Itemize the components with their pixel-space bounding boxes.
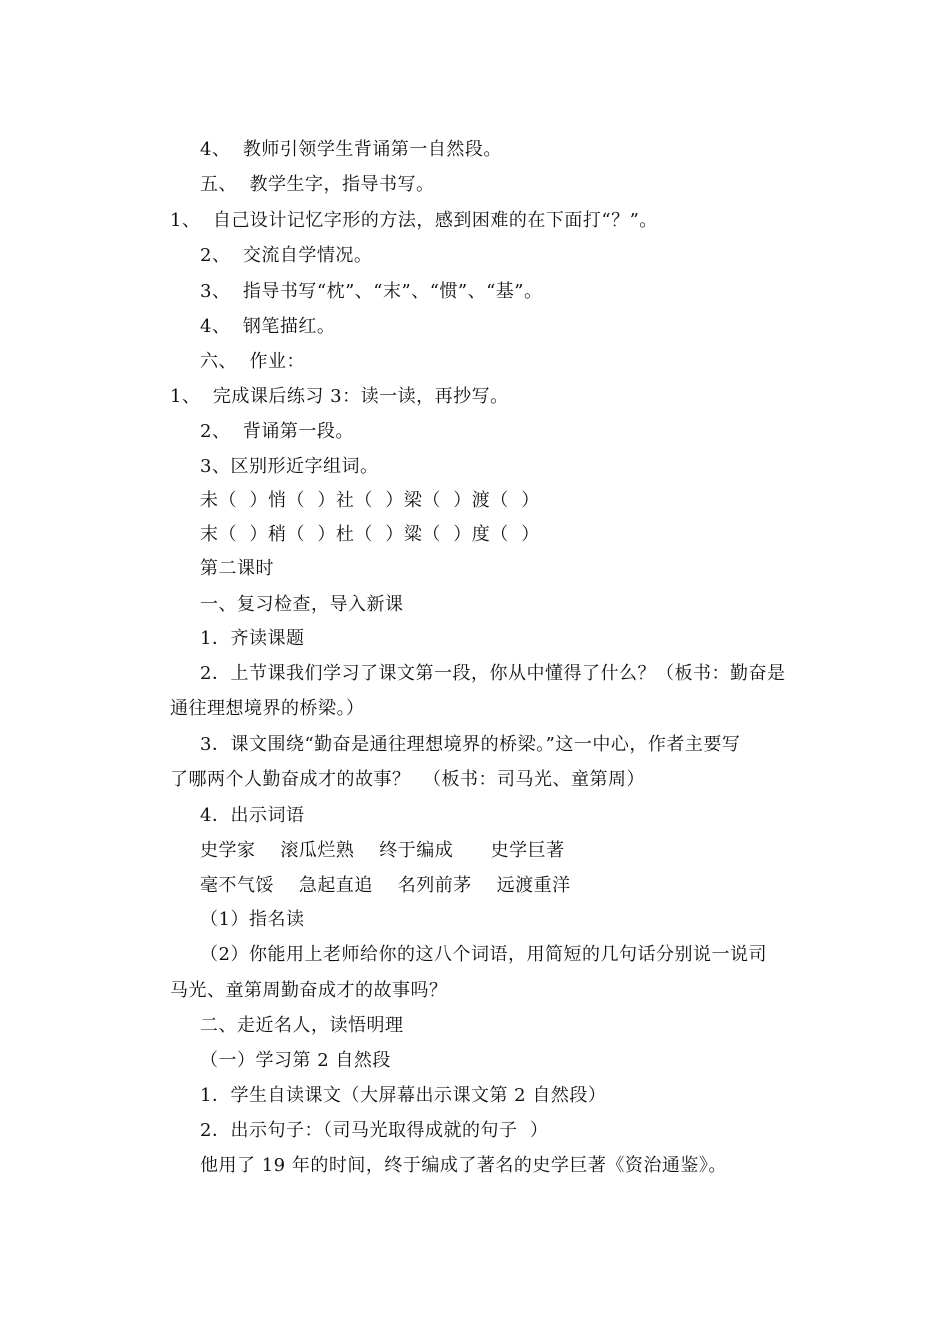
text-line: 3、 指导书写“枕”、“末”、“惯”、“基”。	[200, 281, 543, 302]
section-heading: 六、 作业：	[200, 351, 305, 372]
text-line: 马光、童第周勤奋成才的故事吗？	[170, 980, 448, 1001]
text-line: 他用了 19 年的时间，终于编成了著名的史学巨著《资治通鉴》。	[200, 1155, 727, 1176]
text-line: 3．课文围绕“勤奋是通往理想境界的桥梁。”这一中心，作者主要写	[200, 734, 741, 755]
subsection-heading: （一）学习第 2 自然段	[200, 1050, 391, 1071]
section-heading: 二、走近名人，读悟明理	[200, 1015, 404, 1036]
text-line: 1、 完成课后练习 3：读一读，再抄写。	[170, 386, 509, 407]
section-heading: 一、复习检查，导入新课	[200, 594, 404, 615]
text-line: （2）你能用上老师给你的这八个词语，用简短的几句话分别说一说司	[200, 944, 767, 965]
text-line: 2、 背诵第一段。	[200, 421, 354, 442]
text-line: 1、 自己设计记忆字形的方法，感到困难的在下面打“？”。	[170, 210, 658, 231]
text-line: 1．齐读课题	[200, 628, 305, 649]
text-line: 2．出示句子：（司马光取得成就的句子 ）	[200, 1120, 549, 1141]
section-heading: 五、 教学生字，指导书写。	[200, 174, 435, 195]
text-line: 2．上节课我们学习了课文第一段，你从中懂得了什么？（板书：勤奋是	[200, 663, 786, 684]
exercise-row: 末（ ）稍（ ）杜（ ）粱（ ）度（ ）	[200, 524, 540, 545]
text-line: 了哪两个人勤奋成才的故事？ （板书：司马光、童第周）	[170, 769, 645, 790]
text-line: 4、 教师引领学生背诵第一自然段。	[200, 139, 502, 160]
exercise-row: 未（ ）悄（ ）社（ ）梁（ ）渡（ ）	[200, 490, 540, 511]
text-line: 4、 钢笔描红。	[200, 316, 336, 337]
text-line: 3、区别形近字组词。	[200, 456, 379, 477]
text-line: 1．学生自读课文（大屏幕出示课文第 2 自然段）	[200, 1085, 607, 1106]
lesson-heading: 第二课时	[200, 558, 274, 579]
text-line: （1）指名读	[200, 909, 305, 930]
vocabulary-row: 毫不气馁 急起直追 名列前茅 远渡重洋	[200, 875, 571, 896]
text-line: 2、 交流自学情况。	[200, 245, 373, 266]
vocabulary-row: 史学家 滚瓜烂熟 终于编成 史学巨著	[200, 840, 565, 861]
text-line: 4．出示词语	[200, 805, 305, 826]
text-line: 通往理想境界的桥梁。）	[170, 698, 365, 719]
